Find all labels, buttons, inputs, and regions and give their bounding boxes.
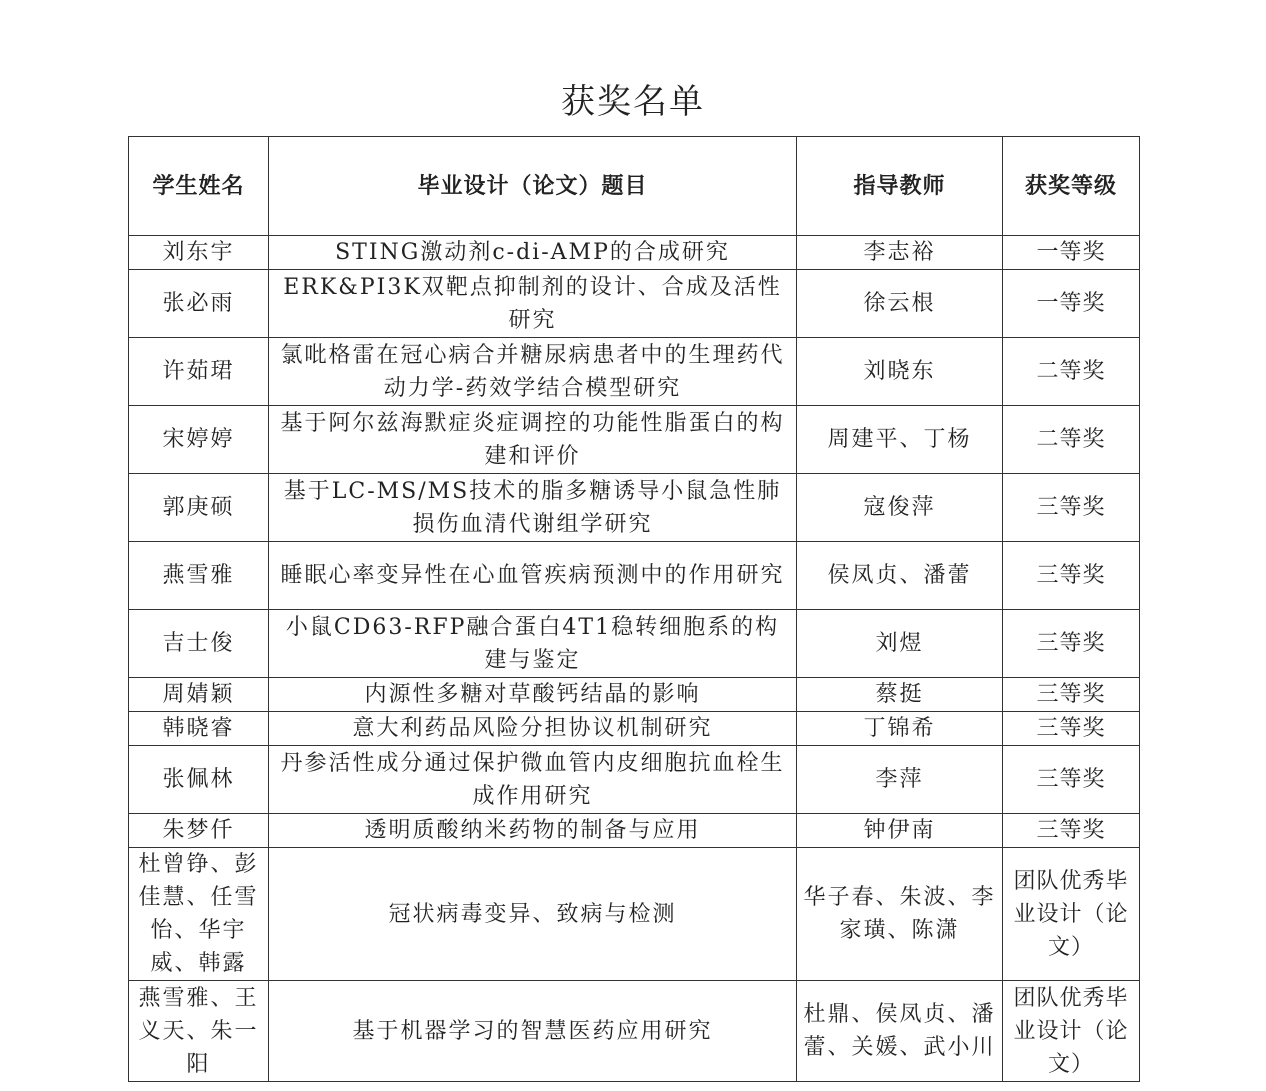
advisor-cell: 周建平、丁杨 <box>797 406 1003 474</box>
award-cell: 三等奖 <box>1003 814 1140 848</box>
award-cell: 二等奖 <box>1003 338 1140 406</box>
student-name-cell: 张必雨 <box>129 270 269 338</box>
award-cell: 二等奖 <box>1003 406 1140 474</box>
awards-table <box>128 136 1140 1082</box>
student-name-cell: 吉士俊 <box>129 610 269 678</box>
table-row <box>129 610 1140 678</box>
advisor-cell: 李志裕 <box>797 236 1003 270</box>
student-name-cell: 周婧颖 <box>129 678 269 712</box>
student-name-cell: 宋婷婷 <box>129 406 269 474</box>
student-name-cell: 郭庚硕 <box>129 474 269 542</box>
award-cell: 团队优秀毕业设计（论文） <box>1003 848 1140 981</box>
student-name-cell: 张佩林 <box>129 746 269 814</box>
header-student-name: 学生姓名 <box>129 137 269 236</box>
topic-cell: STING激动剂c-di-AMP的合成研究 <box>269 236 797 270</box>
advisor-cell: 李萍 <box>797 746 1003 814</box>
header-award-level: 获奖等级 <box>1003 137 1140 236</box>
advisor-cell: 华子春、朱波、李家璜、陈潇 <box>797 848 1003 981</box>
table-row <box>129 270 1140 338</box>
student-name-cell: 许茹珺 <box>129 338 269 406</box>
table-row <box>129 406 1140 474</box>
topic-cell: 基于LC-MS/MS技术的脂多糖诱导小鼠急性肺损伤血清代谢组学研究 <box>269 474 797 542</box>
student-name-cell: 刘东宇 <box>129 236 269 270</box>
student-name-cell: 燕雪雅 <box>129 542 269 610</box>
award-cell: 三等奖 <box>1003 712 1140 746</box>
topic-cell: 小鼠CD63-RFP融合蛋白4T1稳转细胞系的构建与鉴定 <box>269 610 797 678</box>
advisor-cell: 钟伊南 <box>797 814 1003 848</box>
table-row <box>129 678 1140 712</box>
advisor-cell: 刘晓东 <box>797 338 1003 406</box>
advisor-cell: 刘煜 <box>797 610 1003 678</box>
topic-cell: 透明质酸纳米药物的制备与应用 <box>269 814 797 848</box>
student-name-cell: 韩晓睿 <box>129 712 269 746</box>
award-cell: 三等奖 <box>1003 474 1140 542</box>
award-cell: 三等奖 <box>1003 610 1140 678</box>
award-cell: 一等奖 <box>1003 236 1140 270</box>
table-row <box>129 814 1140 848</box>
award-cell: 团队优秀毕业设计（论文） <box>1003 981 1140 1082</box>
table-row <box>129 236 1140 270</box>
topic-cell: 意大利药品风险分担协议机制研究 <box>269 712 797 746</box>
advisor-cell: 丁锦希 <box>797 712 1003 746</box>
table-row <box>129 338 1140 406</box>
advisor-cell: 徐云根 <box>797 270 1003 338</box>
award-cell: 三等奖 <box>1003 746 1140 814</box>
advisor-cell: 侯凤贞、潘蕾 <box>797 542 1003 610</box>
topic-cell: 基于阿尔兹海默症炎症调控的功能性脂蛋白的构建和评价 <box>269 406 797 474</box>
header-advisor: 指导教师 <box>797 137 1003 236</box>
topic-cell: ERK&PI3K双靶点抑制剂的设计、合成及活性研究 <box>269 270 797 338</box>
student-name-cell: 朱梦仟 <box>129 814 269 848</box>
page-title: 获奖名单 <box>561 82 705 122</box>
header-topic: 毕业设计（论文）题目 <box>269 137 797 236</box>
table-row <box>129 712 1140 746</box>
student-name-cell: 杜曾铮、彭佳慧、任雪怡、华宇威、韩露 <box>129 848 269 981</box>
table-row <box>129 981 1140 1082</box>
table-header-row <box>129 137 1140 236</box>
student-name-cell: 燕雪雅、王义天、朱一阳 <box>129 981 269 1082</box>
advisor-cell: 杜鼎、侯凤贞、潘蕾、关媛、武小川 <box>797 981 1003 1082</box>
advisor-cell: 寇俊萍 <box>797 474 1003 542</box>
table-row <box>129 848 1140 981</box>
award-cell: 三等奖 <box>1003 542 1140 610</box>
topic-cell: 氯吡格雷在冠心病合并糖尿病患者中的生理药代动力学-药效学结合模型研究 <box>269 338 797 406</box>
table-row <box>129 746 1140 814</box>
table-row <box>129 474 1140 542</box>
award-cell: 三等奖 <box>1003 678 1140 712</box>
topic-cell: 内源性多糖对草酸钙结晶的影响 <box>269 678 797 712</box>
advisor-cell: 蔡挺 <box>797 678 1003 712</box>
topic-cell: 冠状病毒变异、致病与检测 <box>269 848 797 981</box>
award-cell: 一等奖 <box>1003 270 1140 338</box>
topic-cell: 基于机器学习的智慧医药应用研究 <box>269 981 797 1082</box>
topic-cell: 睡眠心率变异性在心血管疾病预测中的作用研究 <box>269 542 797 610</box>
table-row <box>129 542 1140 610</box>
topic-cell: 丹参活性成分通过保护微血管内皮细胞抗血栓生成作用研究 <box>269 746 797 814</box>
